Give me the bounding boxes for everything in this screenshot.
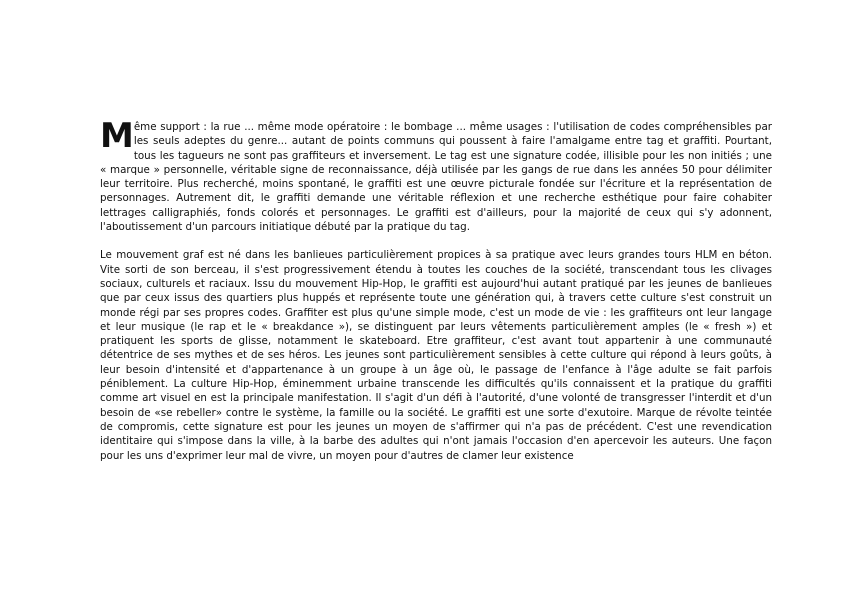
paragraph-text: ême support : la rue ... même mode opératoire : le bombage ... même usages : l'utilisation de codes compréhensibles par les seuls adeptes du genre... autant de points communs qui poussent à faire l'amalgame entre tag et graffiti. Pourtant, tous les tagueurs ne sont pas graffiteurs et inversement. Le tag est une signature codée, illisible pour les non initiés ; une « marque » personnelle, véritable signe de reconnaissance, déjà utilisée par les gangs de rue dans les années 50 pour délimiter leur territoire. Plus recherché, moins spontané, le graffiti est une œuvre picturale fondée sur l'écriture et la représentation de personnages. Autrement dit, le graffiti demande une véritable réflexion et une recherche esthétique pour faire cohabiter lettrages calligraphiés, fonds colorés et personnages. Le graffiti est d'ailleurs, pour la majorité de ceux qui s'y adonnent, l'aboutissement d'un parcours initiatique débuté par la pratique du tag. <box>100 121 772 234</box>
paragraph-tag-vs-graffiti <box>100 116 772 234</box>
document-page <box>100 116 772 463</box>
paragraph-text: Le mouvement graf est né dans les banlieues particulièrement propices à sa pratique avec leurs grandes tours HLM en béton. Vite sorti de son berceau, il s'est progressivement étendu à toutes les couches de la société, transcendant tous les clivages sociaux, culturels et raciaux. Issu du mouvement Hip-Hop, le graffiti est aujourd'hui autant pratiqué par les jeunes de banlieues que par ceux issus des quartiers plus huppés et représente toute une génération qui, à travers cette culture s'est construit un monde régi par ses propres codes. Graffiter est plus qu'une simple mode, c'est un mode de vie : les graffiteurs ont leur langage et leur musique (le rap et le « breakdance »), se distinguent par leurs vêtements particulièrement amples (le « fresh ») et pratiquent les sports de glisse, notamment le skateboard. Etre graffiteur, c'est avant tout appartenir à une communauté détentrice de ses mythes et de ses héros. Les jeunes sont particulièrement sensibles à cette culture qui répond à leurs goûts, à leur besoin d'intensité et d'appartenance à un groupe à un âge où, le passage de l'enfance à l'âge adulte se fait parfois péniblement. La culture Hip-Hop, éminemment urbaine transcende les difficultés qu'ils connaissent et la pratique du graffiti comme art visuel en est la principale manifestation. Il s'agit d'un défi à l'autorité, d'une volonté de transgresser l'interdit et d'un besoin de «se rebeller» contre le système, la famille ou la société. Le graffiti est une sorte d'exutoire. Marque de révolte teintée de compromis, cette signature est pour les jeunes un moyen de s'affirmer qui n'a pas de précédent. C'est une revendication identitaire qui s'impose dans la ville, à la barbe des adultes qui n'ont jamais l'occasion d'en apercevoir les auteurs. Une façon pour les uns d'exprimer leur mal de vivre, un moyen pour d'autres de clamer leur existence <box>100 249 772 462</box>
paragraph-graffiti-movement <box>100 248 772 462</box>
drop-cap-letter: M <box>100 116 133 156</box>
